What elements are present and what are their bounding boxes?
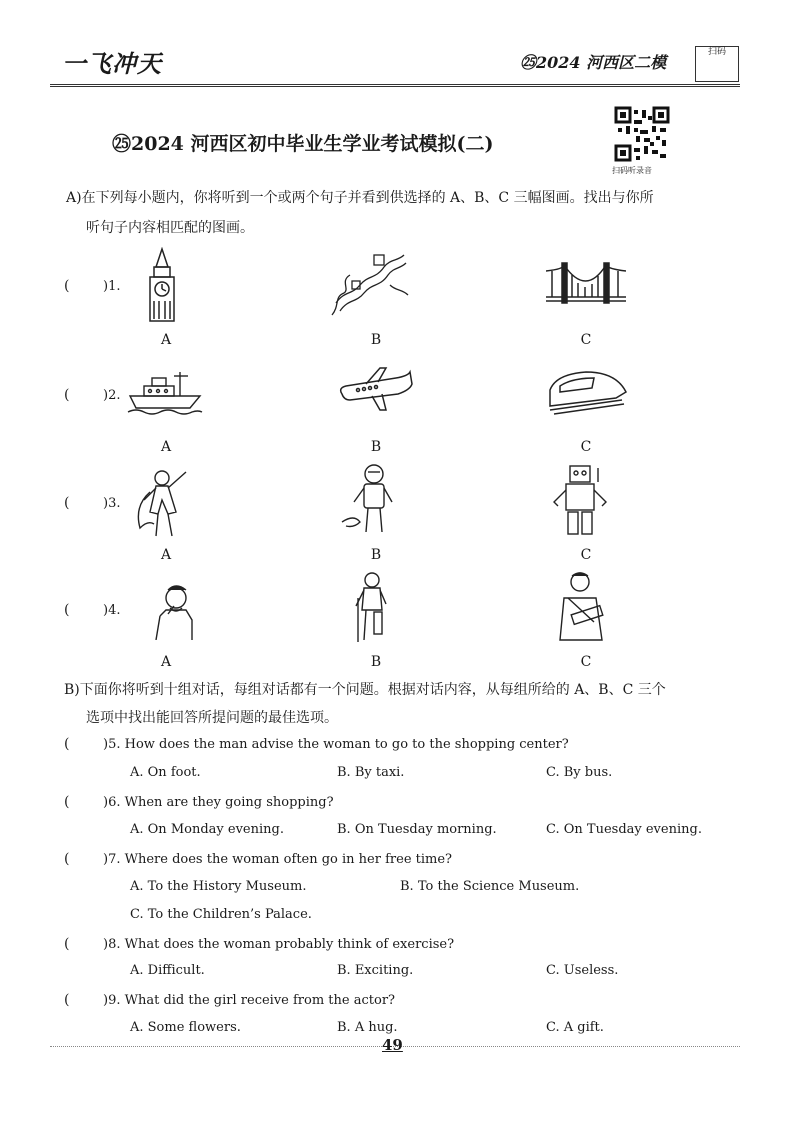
airplane-picture[interactable] [336,366,414,412]
option-label: C [580,439,592,455]
option-a[interactable]: A. Difficult. [130,963,205,978]
superhero-picture[interactable] [130,466,194,546]
question-text: )5. How does the man advise the woman to go to the shopping center? [103,737,569,752]
header-tag-icon [695,46,739,82]
option-c[interactable]: C. By bus. [546,765,613,780]
option-label: A [160,332,172,348]
ship-picture[interactable] [126,368,204,416]
option-c[interactable]: C. A gift. [546,1020,604,1035]
astronaut-picture[interactable] [340,462,406,542]
page-title: ㉕2024 河西区初中毕业生学业考试模拟(二) [112,133,494,155]
answer-paren[interactable]: ( [64,992,70,1008]
qr-code-icon[interactable] [614,106,670,162]
man-broken-arm-picture[interactable] [554,570,614,644]
option-label: A [160,547,172,563]
answer-paren[interactable]: ( [64,278,70,294]
great-wall-picture[interactable] [330,245,410,317]
section-b-instruction-line1: B)下面你将听到十组对话，每组对话都有一个问题。根据对话内容，从每组所给的 A、B、C 三个 [64,682,666,698]
question-number: )1. [103,279,121,294]
option-c[interactable]: C. Useless. [546,963,619,978]
header-exam-label: ㉕2024 河西区二模 [520,53,667,72]
answer-paren[interactable]: ( [64,602,70,618]
option-c[interactable]: C. On Tuesday evening. [546,822,702,837]
boy-hurt-leg-picture[interactable] [350,570,394,646]
option-label: B [370,439,382,455]
option-label: B [370,547,382,563]
answer-paren[interactable]: ( [64,936,70,952]
question-number: )2. [103,388,121,403]
question-text: )9. What did the girl receive from the actor? [103,993,395,1008]
option-a[interactable]: A. Some flowers. [130,1020,241,1035]
option-label: C [580,654,592,670]
qr-caption: 扫码听录音 [612,166,652,175]
option-a[interactable]: A. On foot. [130,765,201,780]
header-rule [50,84,740,87]
answer-paren[interactable]: ( [64,736,70,752]
option-b[interactable]: B. On Tuesday morning. [337,822,497,837]
header-tag-text: 扫码 [707,47,726,57]
question-number: )4. [103,603,121,618]
option-label: C [580,547,592,563]
answer-paren[interactable]: ( [64,851,70,867]
suspension-bridge-picture[interactable] [546,257,626,311]
option-b[interactable]: B. A hug. [337,1020,398,1035]
section-a-instruction-line2: 听句子内容相匹配的图画。 [86,220,254,236]
question-number: )3. [103,496,121,511]
question-text: )8. What does the woman probably think of exercise? [103,937,455,952]
answer-paren[interactable]: ( [64,387,70,403]
option-label: B [370,332,382,348]
option-label: B [370,654,382,670]
man-sore-throat-picture[interactable] [130,580,210,640]
robot-picture[interactable] [548,462,612,542]
section-b-instruction-line2: 选项中找出能回答所提问题的最佳选项。 [86,710,338,726]
option-c[interactable]: C. To the Children’s Palace. [130,907,312,922]
option-b[interactable]: B. By taxi. [337,765,405,780]
question-text: )7. Where does the woman often go in her free time? [103,852,453,867]
high-speed-train-picture[interactable] [546,366,628,416]
option-a[interactable]: A. On Monday evening. [130,822,284,837]
option-label: A [160,654,172,670]
option-label: C [580,332,592,348]
option-a[interactable]: A. To the History Museum. [130,879,307,894]
clock-tower-picture[interactable] [140,247,184,325]
option-label: A [160,439,172,455]
brand-logo: 一飞冲天 [62,50,162,78]
option-b[interactable]: B. Exciting. [337,963,414,978]
answer-paren[interactable]: ( [64,794,70,810]
option-b[interactable]: B. To the Science Museum. [400,879,580,894]
question-text: )6. When are they going shopping? [103,795,334,810]
page-number: 49 [382,1036,403,1054]
section-a-instruction-line1: A)在下列每小题内，你将听到一个或两个句子并看到供选择的 A、B、C 三幅图画。找出与你所 [66,190,654,206]
answer-paren[interactable]: ( [64,495,70,511]
